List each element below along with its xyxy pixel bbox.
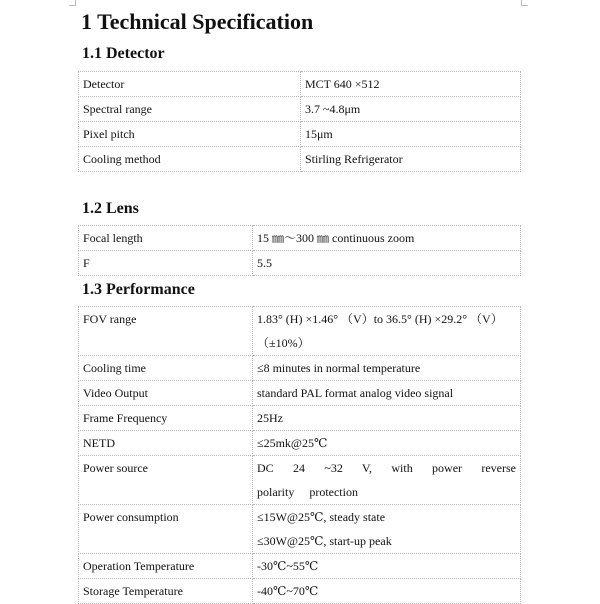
row-label: Frame Frequency xyxy=(79,406,253,431)
lens-table xyxy=(78,225,521,276)
row-label: Detector xyxy=(79,72,301,97)
row-value-line: ≤15W@25℃, steady state xyxy=(257,510,386,524)
table-row xyxy=(79,97,521,122)
row-value: 25Hz xyxy=(253,406,521,431)
table-row xyxy=(79,72,521,97)
row-label: F xyxy=(79,251,253,276)
row-value: -30℃~55℃ xyxy=(253,554,521,579)
row-label: Power consumption xyxy=(79,505,253,554)
row-label: NETD xyxy=(79,431,253,456)
row-value: ≤25mk@25℃ xyxy=(253,431,521,456)
section-heading-detector: 1.1 Detector xyxy=(82,45,165,62)
table-row xyxy=(79,456,521,505)
table-row xyxy=(79,381,521,406)
table-row xyxy=(79,505,521,554)
row-value: 5.5 xyxy=(253,251,521,276)
page-corner-mark xyxy=(521,0,528,6)
row-value: -40℃~70℃ xyxy=(253,579,521,604)
row-label: FOV range xyxy=(79,307,253,356)
row-label: Cooling time xyxy=(79,356,253,381)
row-label: Storage Temperature xyxy=(79,579,253,604)
row-value xyxy=(253,505,521,554)
row-value-line: ≤30W@25℃, start-up peak xyxy=(257,534,392,548)
table-row xyxy=(79,147,521,172)
table-row xyxy=(79,406,521,431)
row-label: Cooling method xyxy=(79,147,301,172)
row-label: Focal length xyxy=(79,226,253,251)
row-value: Stirling Refrigerator xyxy=(301,147,521,172)
row-value: DC 24 ~32 V, with power reverse polarity protection xyxy=(253,456,521,505)
row-value: ≤8 minutes in normal temperature xyxy=(253,356,521,381)
table-row xyxy=(79,307,521,356)
table-row xyxy=(79,356,521,381)
row-value xyxy=(253,307,521,356)
row-value-line: （±10%） xyxy=(257,336,310,350)
row-label: Pixel pitch xyxy=(79,122,301,147)
table-row xyxy=(79,431,521,456)
section-heading-performance: 1.3 Performance xyxy=(82,281,195,298)
row-value: MCT 640 ×512 xyxy=(301,72,521,97)
page-corner-mark xyxy=(69,0,76,6)
page-title: 1 Technical Specification xyxy=(81,9,314,34)
table-row xyxy=(79,554,521,579)
performance-table xyxy=(78,306,521,604)
row-value: 15μm xyxy=(301,122,521,147)
row-label: Video Output xyxy=(79,381,253,406)
table-row xyxy=(79,251,521,276)
row-label: Power source xyxy=(79,456,253,505)
detector-table xyxy=(78,71,521,172)
table-row xyxy=(79,226,521,251)
row-value: standard PAL format analog video signal xyxy=(253,381,521,406)
row-value-line: 1.83° (H) ×1.46° （V）to 36.5° (H) ×29.2° （V） xyxy=(257,312,503,326)
table-row xyxy=(79,122,521,147)
row-value: 15 ㎜～300 ㎜ continuous zoom xyxy=(253,226,521,251)
row-value: 3.7 ~4.8μm xyxy=(301,97,521,122)
row-label: Spectral range xyxy=(79,97,301,122)
section-heading-lens: 1.2 Lens xyxy=(82,200,139,217)
row-label: Operation Temperature xyxy=(79,554,253,579)
